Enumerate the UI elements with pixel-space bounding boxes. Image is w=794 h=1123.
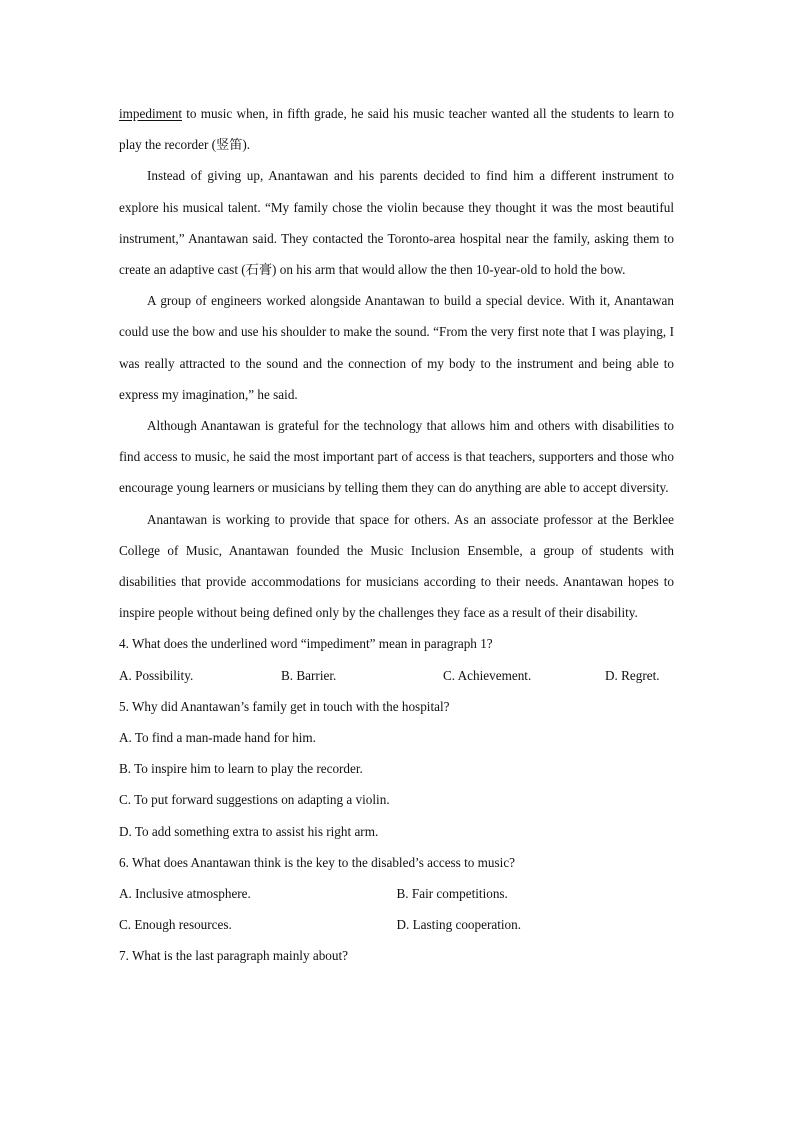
question-6-option-a: A. Inclusive atmosphere. bbox=[119, 886, 251, 902]
question-6-stem: 6. What does Anantawan think is the key to the disabled’s access to music? bbox=[119, 854, 516, 870]
question-4-option-c: C. Achievement. bbox=[443, 667, 532, 683]
question-6-option-c: C. Enough resources. bbox=[119, 917, 232, 933]
question-6-options-row-2 bbox=[119, 909, 674, 940]
paragraph-4: Although Anantawan is grateful for the technology that allows him and others with disabilities to find access to music, he said the most important part of access is that teachers, supporters and those who encourage young learners or musicians by telling them they can do anything are able to accept diversity. bbox=[119, 418, 674, 496]
question-5-option-c: C. To put forward suggestions on adapting a violin. bbox=[119, 792, 390, 808]
question-7-stem: 7. What is the last paragraph mainly about? bbox=[119, 948, 349, 964]
question-6-option-d: D. Lasting cooperation. bbox=[396, 917, 522, 933]
underlined-word: impediment bbox=[119, 106, 182, 121]
paragraph-5: Anantawan is working to provide that space for others. As an associate professor at the Berklee College of Music, Anantawan founded the Music Inclusion Ensemble, a group of students with disabilities that provide accommodations for musicians according to their needs. Anantawan hopes to inspire people without being defined only by the challenges they face as a result of their disability. bbox=[119, 511, 674, 621]
question-4-options bbox=[119, 660, 674, 691]
question-4-option-b: B. Barrier. bbox=[281, 667, 337, 683]
paragraph-2: Instead of giving up, Anantawan and his parents decided to find him a different instrument to explore his musical talent. “My family chose the violin because they thought it was the most beautiful instrument,” Anantawan said. They contacted the Toronto-area hospital near the family, asking them to create an adaptive cast (石膏) on his arm that would allow the then 10-year-old to hold the bow. bbox=[119, 168, 674, 278]
question-5-stem: 5. Why did Anantawan’s family get in touch with the hospital? bbox=[119, 698, 450, 714]
question-6-options-row-1 bbox=[119, 878, 674, 909]
question-4-stem: 4. What does the underlined word “impediment” mean in paragraph 1? bbox=[119, 636, 493, 652]
document-page bbox=[119, 98, 674, 972]
question-5-option-b: B. To inspire him to learn to play the recorder. bbox=[119, 761, 363, 777]
question-5-option-d: D. To add something extra to assist his right arm. bbox=[119, 823, 379, 839]
paragraph-1-continued bbox=[119, 98, 674, 160]
question-4-option-d: D. Regret. bbox=[605, 667, 660, 683]
question-5-option-a: A. To find a man-made hand for him. bbox=[119, 730, 316, 746]
question-6-option-b: B. Fair competitions. bbox=[396, 886, 508, 902]
paragraph-1-text: to music when, in fifth grade, he said his music teacher wanted all the students to learn to play the recorder (竖笛). bbox=[119, 106, 674, 153]
paragraph-3: A group of engineers worked alongside Anantawan to build a special device. With it, Anantawan could use the bow and use his shoulder to make the sound. “From the very first note that I was playing, I was really attracted to the sound and the connection of my body to the instrument and being able to express my imagination,” he said. bbox=[119, 293, 674, 402]
question-4-option-a: A. Possibility. bbox=[119, 667, 194, 683]
